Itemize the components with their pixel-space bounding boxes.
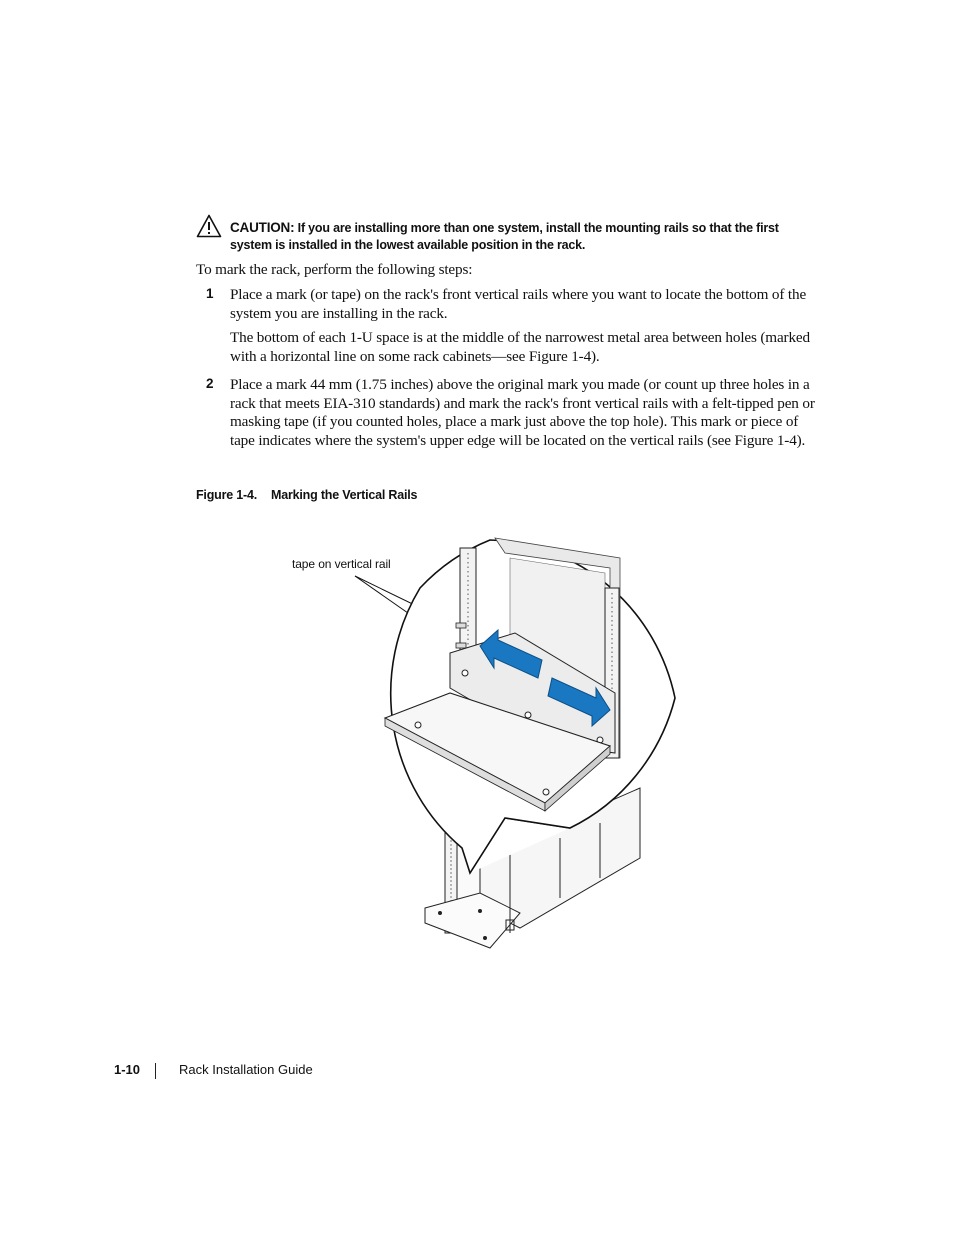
caution-text [230,219,820,254]
footer-divider [155,1063,156,1079]
figure-caption [196,488,417,502]
step-text-2: Place a mark 44 mm (1.75 inches) above the original mark you made (or count up three holes in a rack that meets EIA-310 standards) and mark the rack's front vertical rails with a felt-tipped pen or masking tape (if you counted holes, place a mark just above the top hole). This mark or piece of tape indicates where the system's upper edge will be located on the vertical rails (see Figure 1-4). [230,376,815,449]
step-number-2: 2 [206,376,214,391]
page-number: 1-10 [114,1062,141,1077]
rack-rail-illustration [280,528,700,958]
step-number-1: 1 [206,286,214,301]
caution-message: If you are installing more than one system, install the mounting rails so that the first system is installed in the lowest available position in the rack. [230,221,779,252]
warning-triangle-icon [196,214,222,238]
figure-title: Marking the Vertical Rails [271,488,418,502]
step-note-1: The bottom of each 1-U space is at the middle of the narrowest metal area between holes (marked with a horizontal line on some rack cabinets—see Figure 1-4). [230,329,810,365]
intro-paragraph: To mark the rack, perform the following steps: [196,261,473,278]
callout-label: tape on vertical rail [292,557,391,571]
caution-label: CAUTION: [230,220,295,235]
figure-number: Figure 1-4. [196,488,258,502]
step-text-1: Place a mark (or tape) on the rack's front vertical rails where you want to locate the bottom of the system you are installing in the rack. [230,286,807,322]
footer-doc-title: Rack Installation Guide [179,1062,313,1077]
